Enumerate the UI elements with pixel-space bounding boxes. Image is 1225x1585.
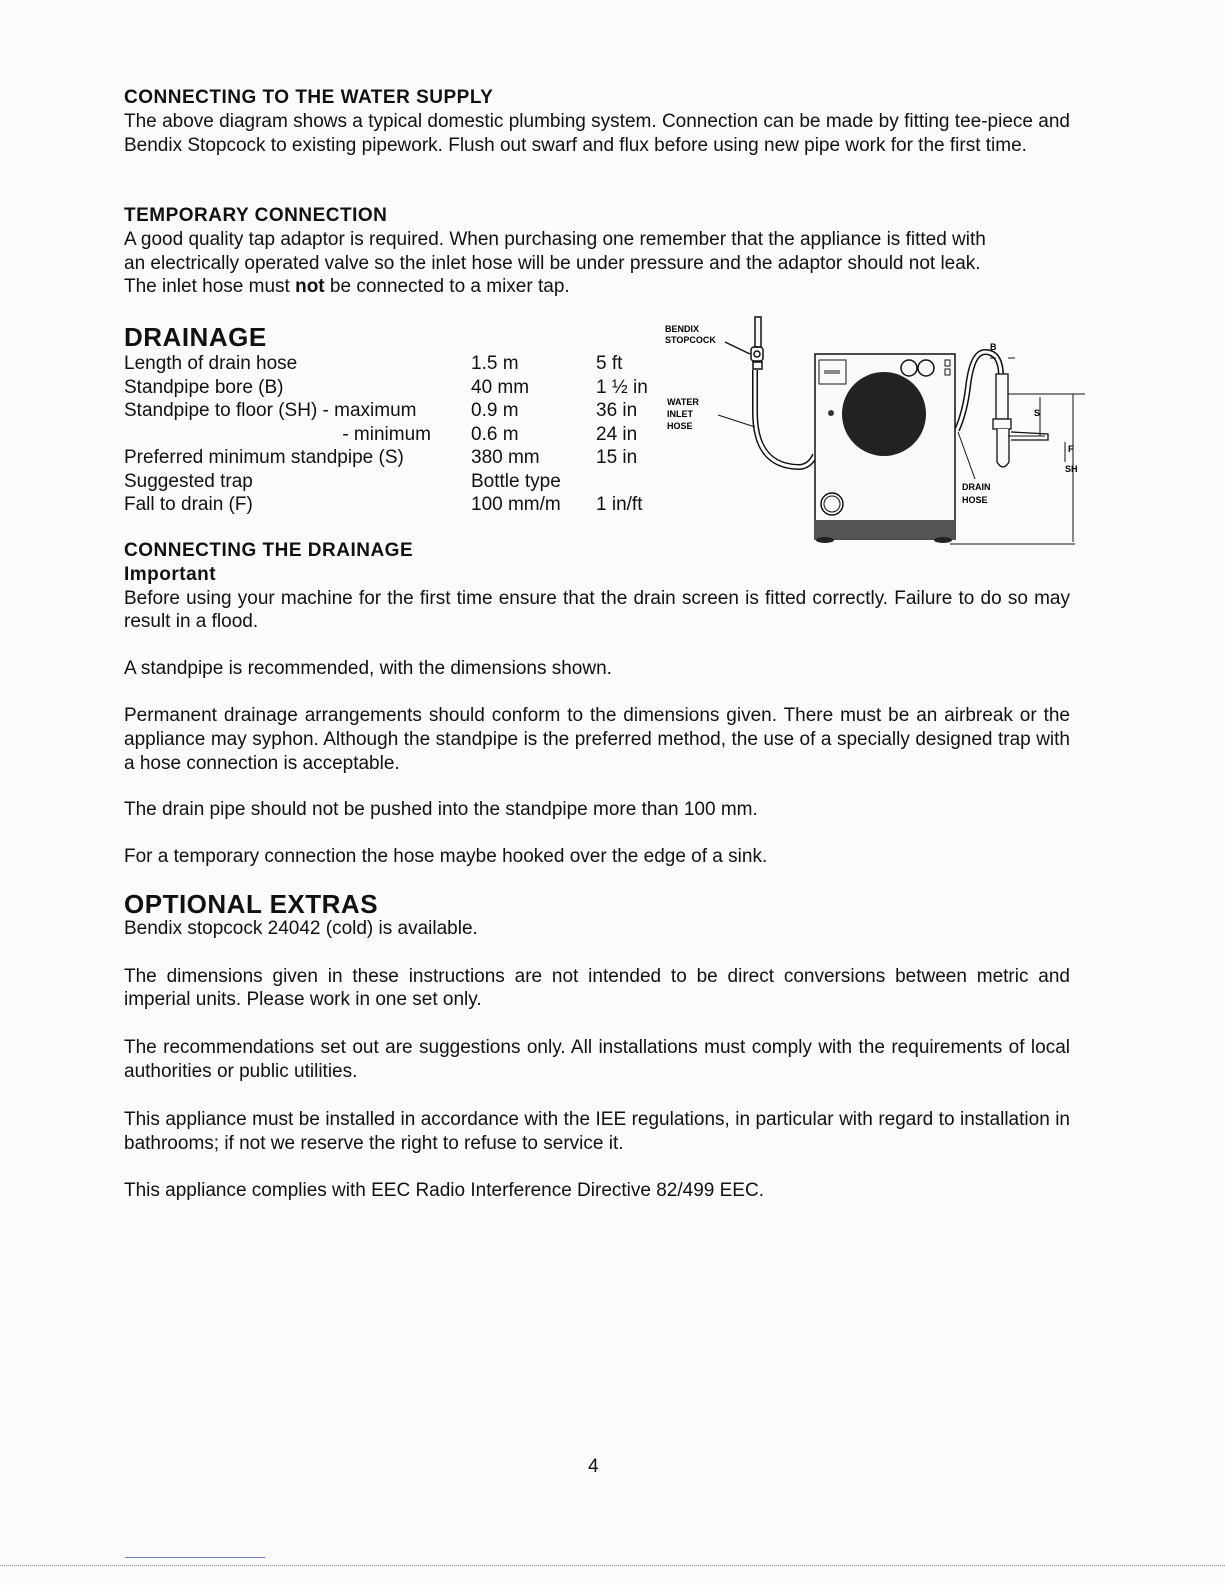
water-supply-text: The above diagram shows a typical domestic plumbing system. Connection can be made by fitting tee-piece and Bendix Stopcock to existing pipework. Flush out swarf and flux before using new pipe work for the first time. xyxy=(124,110,1070,156)
paragraph: A standpipe is recommended, with the dimensions shown. xyxy=(124,658,612,680)
connecting-drainage-heading: CONNECTING THE DRAINAGE xyxy=(124,540,414,561)
water-supply-heading: CONNECTING TO THE WATER SUPPLY xyxy=(124,87,494,108)
text: be connected to a mixer tap. xyxy=(324,276,570,298)
temporary-line1: A good quality tap adaptor is required. When purchasing one remember that the appliance is fitted with xyxy=(124,228,986,250)
row-metric: Bottle type xyxy=(471,470,561,492)
plumbing-diagram xyxy=(660,312,1085,552)
row-label: Standpipe to floor (SH) - maximum xyxy=(124,400,417,421)
row-label: Preferred minimum standpipe (S) xyxy=(124,447,404,468)
row-imperial: 24 in xyxy=(596,423,638,445)
paragraph: This appliance complies with EEC Radio Interference Directive 82/499 EEC. xyxy=(124,1180,764,1202)
connecting-drainage-section xyxy=(124,539,1070,869)
label-sh: SH xyxy=(1065,464,1078,474)
drainage-table xyxy=(124,352,666,517)
row-metric: 0.6 m xyxy=(471,423,519,445)
drain-hose xyxy=(957,352,1001,430)
important-subheading: Important xyxy=(124,563,217,585)
drainage-heading: DRAINAGE xyxy=(124,322,267,352)
row-imperial: 15 in xyxy=(596,447,638,468)
table-row xyxy=(124,493,666,517)
washing-machine-icon xyxy=(815,354,955,543)
row-metric: 40 mm xyxy=(471,376,530,398)
page-number: 4 xyxy=(588,1456,599,1477)
row-label: Length of drain hose xyxy=(124,353,298,374)
row-metric: 100 mm/m xyxy=(471,494,561,515)
paragraph: Bendix stopcock 24042 (cold) is available. xyxy=(124,917,478,939)
row-imperial: 5 ft xyxy=(596,353,623,374)
label-stopcock: STOPCOCK xyxy=(665,335,716,345)
optional-extras-section xyxy=(124,889,1070,1203)
row-label-text: - minimum xyxy=(342,423,431,445)
temporary-line2: an electrically operated valve so the inlet hose will be under pressure and the adaptor should not leak. xyxy=(124,252,981,274)
table-row xyxy=(124,376,666,400)
paragraph: The drain pipe should not be pushed into the standpipe more than 100 mm. xyxy=(124,799,758,821)
row-imperial: 1 ½ in xyxy=(596,376,648,398)
paragraph: Before using your machine for the first time ensure that the drain screen is fitted correctly. Failure to do so may result in a flood. xyxy=(124,587,1070,633)
label-b: B xyxy=(990,342,997,352)
label-stopcock: BENDIX xyxy=(665,324,700,334)
label-drain: DRAIN xyxy=(962,482,991,492)
divider xyxy=(125,1557,265,1558)
paragraph: This appliance must be installed in accordance with the IEE regulations, in particular with regard to installation in bathrooms; if not we reserve the right to refuse to service it. xyxy=(124,1108,1070,1154)
table-row xyxy=(124,446,666,470)
paragraph: The recommendations set out are suggestions only. All installations must comply with the requirements of local authorities or public utilities. xyxy=(124,1037,1070,1082)
label-drain: HOSE xyxy=(962,495,988,505)
stopcock-icon xyxy=(725,317,763,369)
label-f: F xyxy=(1068,444,1074,454)
label-inlet: WATER xyxy=(667,397,699,407)
table-row xyxy=(124,423,666,447)
row-imperial: 1 in/ft xyxy=(596,494,643,515)
label-s: S xyxy=(1034,408,1041,418)
label-inlet: INLET xyxy=(667,409,693,419)
row-label: Standpipe bore (B) xyxy=(124,376,284,398)
paragraph: Permanent drainage arrangements should conform to the dimensions given. There must be an airbreak or the appliance may syphon. Although the standpipe is the preferred method, the use of a specially designed trap with a hose connection is acceptable. xyxy=(124,704,1070,774)
emphasis: not xyxy=(295,276,325,298)
row-label: Fall to drain (F) xyxy=(124,494,253,515)
divider xyxy=(0,1565,1225,1567)
temporary-section xyxy=(124,204,1070,299)
table-row xyxy=(124,470,666,494)
row-label xyxy=(124,423,471,447)
temporary-line3 xyxy=(124,275,1070,299)
paragraph: For a temporary connection the hose maybe hooked over the edge of a sink. xyxy=(124,846,768,868)
text: The inlet hose must xyxy=(124,276,296,298)
row-metric: 380 mm xyxy=(471,447,540,468)
row-imperial xyxy=(596,470,666,494)
label-inlet: HOSE xyxy=(667,421,693,431)
table-row xyxy=(124,399,666,423)
temporary-heading: TEMPORARY CONNECTION xyxy=(124,205,388,226)
row-label: Suggested trap xyxy=(124,470,253,492)
water-supply-section xyxy=(124,86,1070,157)
row-metric: 1.5 m xyxy=(471,353,519,374)
row-metric: 0.9 m xyxy=(471,400,519,421)
row-imperial: 36 in xyxy=(596,400,638,421)
optional-extras-heading: OPTIONAL EXTRAS xyxy=(124,889,379,919)
table-row xyxy=(124,352,666,376)
paragraph: The dimensions given in these instructions are not intended to be direct conversions between metric and imperial units. Please work in one set only. xyxy=(124,965,1070,1011)
